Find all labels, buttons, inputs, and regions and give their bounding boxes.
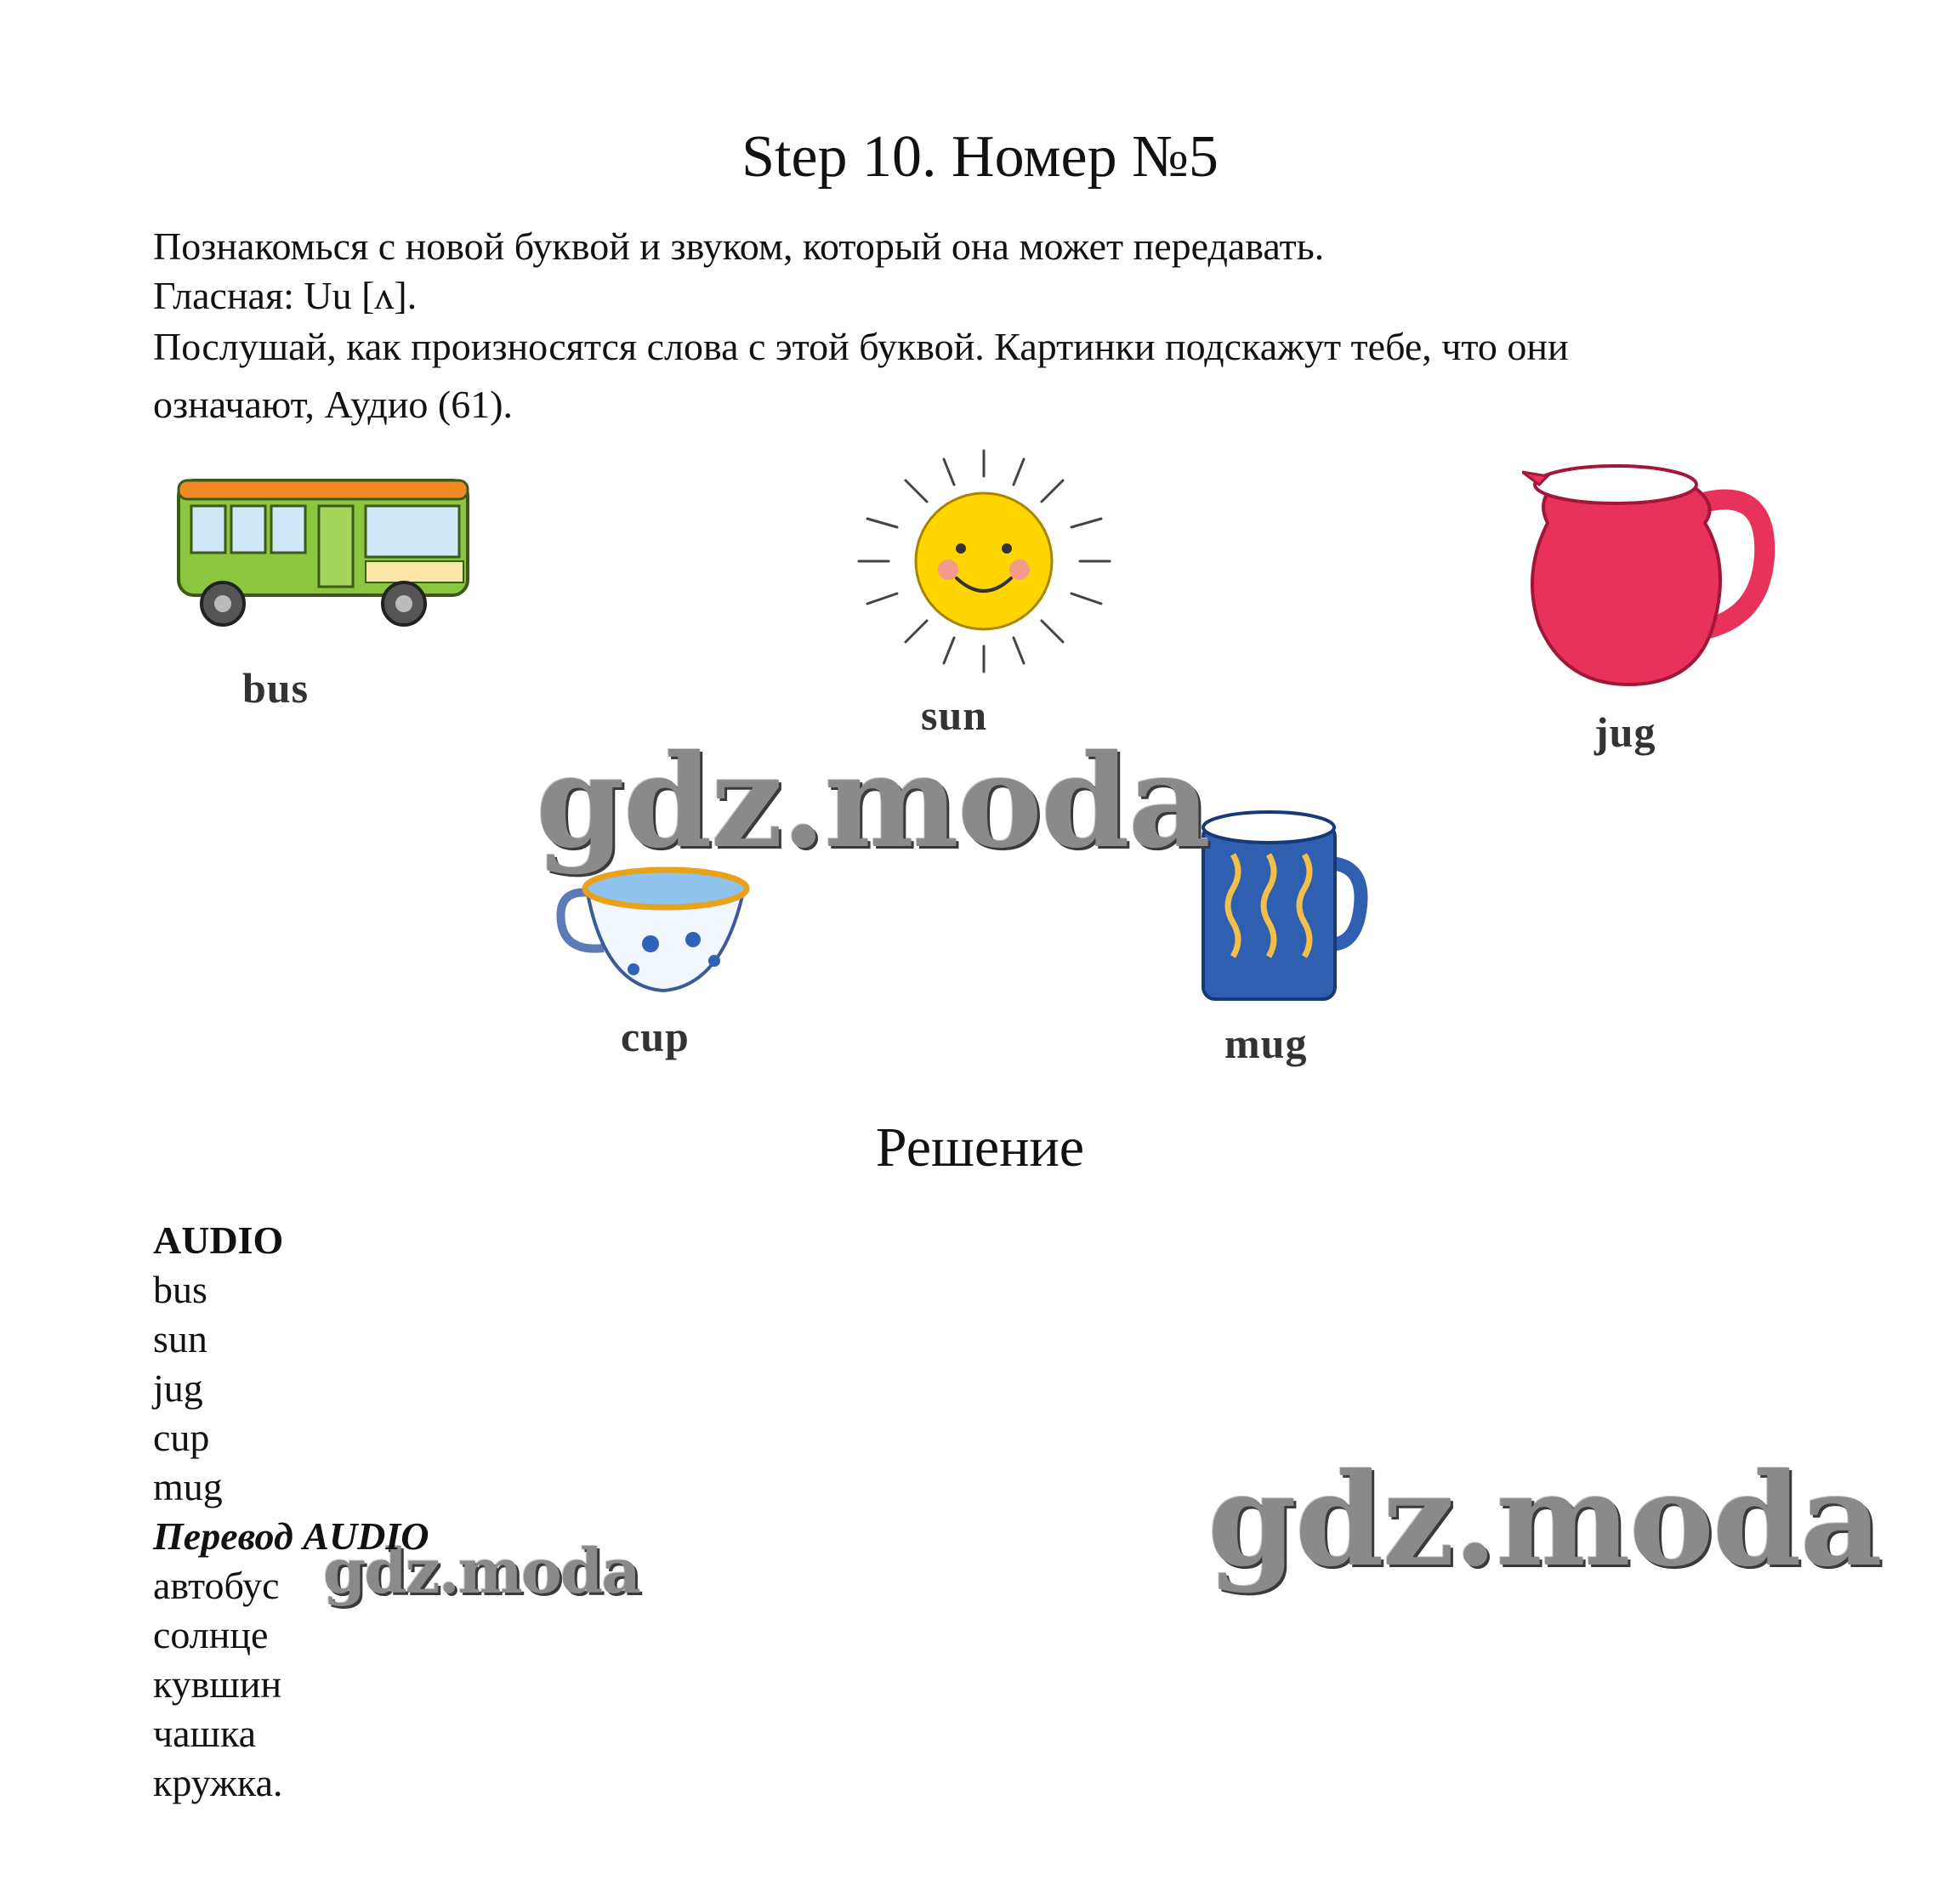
mug-label: mug	[1224, 1020, 1308, 1067]
audio-word: cup	[153, 1416, 210, 1459]
cup-label: cup	[621, 1013, 690, 1060]
task-line-1: Познакомься с новой буквой и звуком, который она может передавать.	[153, 224, 1325, 268]
task-line-4: означают, Аудио (61).	[153, 383, 514, 426]
audio-word: bus	[153, 1268, 207, 1311]
translation-word: солнце	[153, 1613, 269, 1656]
mug-illustration	[1199, 804, 1369, 1008]
jug-illustration	[1522, 446, 1777, 693]
solution-list	[153, 1216, 429, 1808]
task-line-3: Послушай, как произносятся слова с этой буквой. Картинки подскажут тебе, что они	[153, 325, 1569, 368]
audio-word: mug	[153, 1465, 223, 1508]
audio-word: jug	[153, 1366, 203, 1410]
translation-word: автобус	[153, 1564, 280, 1607]
audio-word: sun	[153, 1317, 207, 1360]
jug-label: jug	[1594, 708, 1656, 756]
solution-heading: Решение	[875, 1116, 1085, 1179]
translation-word: кувшин	[153, 1662, 282, 1706]
watermark-small: gdz.moda	[323, 1535, 639, 1607]
bus-label: bus	[242, 664, 310, 712]
sun-label: sun	[921, 691, 988, 739]
translation-label: Перевод AUDIO	[153, 1514, 429, 1558]
translation-word: кружка.	[153, 1761, 283, 1804]
page-title: Step 10. Номер №5	[741, 124, 1219, 190]
bus-illustration	[170, 463, 485, 642]
cup-illustration	[553, 859, 770, 1003]
audio-label: AUDIO	[153, 1218, 284, 1262]
translation-word: чашка	[153, 1712, 257, 1755]
task-line-2: Гласная: Uu [ʌ].	[153, 274, 418, 317]
sun-illustration	[850, 442, 1118, 676]
watermark-bottom: gdz.moda	[1207, 1445, 1882, 1595]
watermark-top: gdz.moda	[536, 727, 1210, 877]
